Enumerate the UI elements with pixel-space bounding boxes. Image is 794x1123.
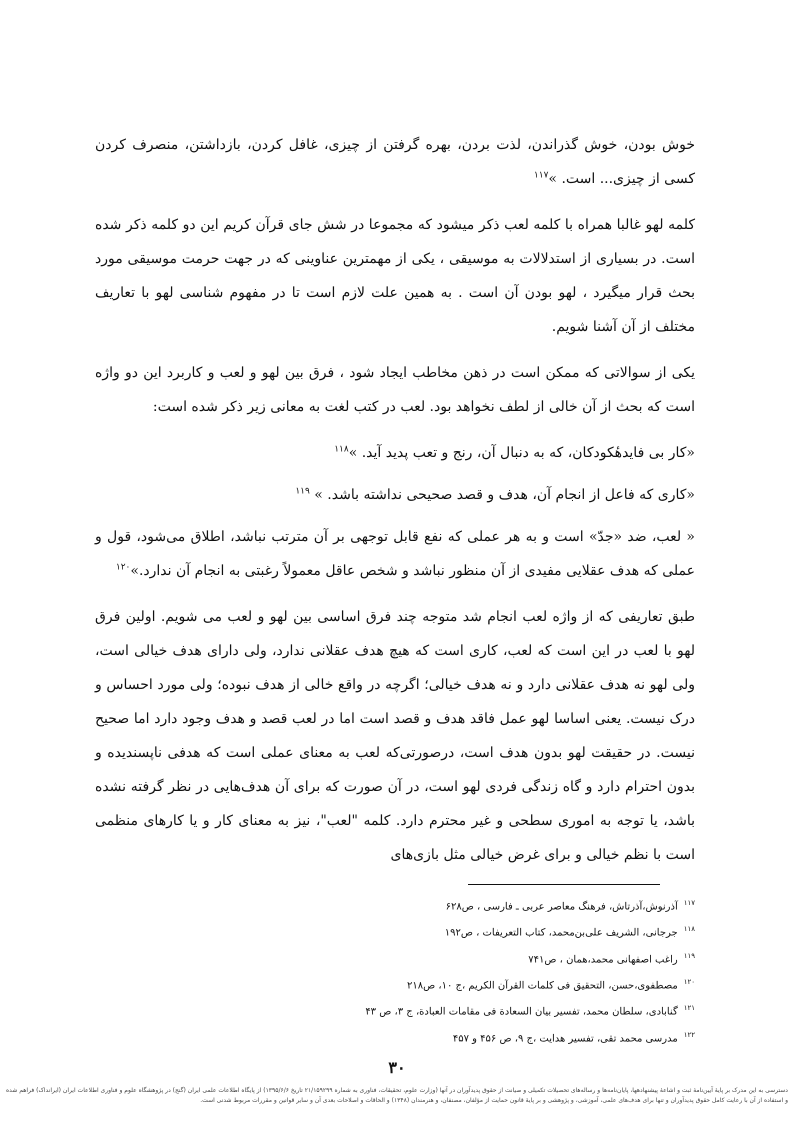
footnote: $^{۱۲۲}$مدرسی محمد تقی، تفسیر هدایت ،ج ۹، ص ۴۵۶ و ۴۵۷ [452, 1030, 695, 1044]
footnote-divider [468, 884, 660, 885]
footnote-number: ۱۱۹ [683, 951, 695, 960]
footnote-number: ۱۲۱ [683, 1004, 695, 1013]
footnote-number: ۱۲۰ [683, 977, 695, 986]
quote-paragraph: « لعب، ضد «جدّ» است و به هر عملی که نفع قابل توجهی بر آن مترتب نباشد، اطلاق می‌شود، قول و عملی که هدف عقلایی مفیدی از آن منظور نباشد و شخص عاقل معمولاً رغبتی به انجام آن ندارد.»$^{۱۲۰}$ [95, 529, 695, 579]
footnote: $^{۱۱۸}$جرجانی، الشریف علی‌بن‌محمد، کتاب التعریفات ، ص۱۹۲ [444, 925, 695, 939]
footnote: $^{۱۲۱}$گنابادی، سلطان محمد، تفسیر بیان السعادة فی مقامات العبادة، ج ۳، ص ۴۳ [365, 1004, 695, 1018]
paragraph: خوش بودن، خوش گذراندن، لذت بردن، بهره گرفتن از چیزی، غافل کردن، بازداشتن، منصرف کردن کسی از چیزی... است. »$^{۱۱۷}$ [95, 137, 695, 187]
quote-paragraph: «کار بی فایدهٔکودکان، که به دنبال آن، رنج و تعب پدید آید. »$^{۱۱۸}$ [334, 444, 695, 461]
paragraph: کلمه لهو غالبا همراه با کلمه لعب ذکر میشود که مجموعا در شش جای قرآن کریم این دو کلمه ذکر شده است. در بسیاری از استدلالات به موسیقی ، یکی از مهمترین عناوینی که در جهت حرمت موسیقی مورد بحث قرار میگیرد ، لهو بودن آن است . به همین علت لازم است تا در مفهوم شناسی لهو با تعاریف مختلف از آن آشنا شویم. [95, 217, 695, 335]
paragraph: طبق تعاریفی که از واژه لعب انجام شد متوجه چند فرق اساسی بین لهو و لعب می شویم. اولین فرق لهو با لعب در این است که لعب، کاری است که هیچ هدف عقلانی ندارد، ولی دارای هدف خیالی است، ولی لهو نه هدف عقلانی دارد و نه هدف خیالی؛ اگرچه در واقع خالی از هدف نبوده؛ ولی مورد احساس و درک نیست. یعنی اساسا لهو عمل فاقد هدف و قصد است اما در لعب قصد و هدف وجود دارد اما صحیح نیست. در حقیقت لهو بدون هدف است، درصورتی‌که لعب به معنای عملی است که هدفی ناپسندیده و بدون احترام دارد و گاه زندگی فردی لهو است، در آن صورت که برای آن هدف‌هایی در نظر گرفته نشده باشد، یا توجه به اموری سطحی و غیر محترم دارد. کلمه "لعب"، نیز به معنای کار و یا کارهای منظمی است با نظم خیالی و برای غرض خیالی مثل بازی‌های [95, 609, 695, 863]
page-number: ۳۰ [388, 1058, 406, 1077]
body-text [95, 128, 695, 884]
footnote-number: ۱۲۲ [683, 1030, 695, 1039]
footnote-ref: ۱۱۷ [533, 170, 549, 181]
footnote: $^{۱۱۷}$آذرنوش،آذرتاش، فرهنگ معاصر عربی ـ فارسی ، ص۶۲۸ [445, 899, 695, 913]
repository-disclaimer: دسترسی به این مدرک بر پایهٔ آیین‌نامهٔ ثبت و اشاعهٔ پیشنهادهها، پایان‌نامه‌ها و رساله‌های تحصیلات تکمیلی و صیانت از حقوق پدیدآوران در آنها (وزارت علوم، تحقیقات، فناوری به شماره ۲۱/۱۵۹۲۹۹ تاریخ ۱۳۹۵/۶/۶) از پایگاه اطلاعات علمی ایران (گنج) در پژوهشگاه علوم و فناوری اطلاعات ایران (ایرانداک) فراهم شده و استفاده از آن با رعایت کامل حقوق پدیدآوران و تنها برای هدف‌های علمی، آموزشی، و پژوهشی و بر پایهٔ قانون حمایت از مؤلفان، مصنفان، و هنرمندان (۱۳۴۸) و الحاقات و اصلاحات بعدی آن و سایر قوانین و مقررات مربوط شدنی است. [6, 1087, 788, 1104]
footnote-number: ۱۱۷ [683, 899, 695, 907]
footnote-ref: ۱۲۰ [115, 562, 131, 573]
footnote: $^{۱۱۹}$راغب اصفهانی محمد،همان ، ص۷۴۱ [528, 951, 695, 965]
quote-paragraph: «کاری که فاعل از انجام آن، هدف و قصد صحیحی نداشته باشد. » $^{۱۱۹}$ [295, 486, 695, 503]
footnote-number: ۱۱۸ [683, 925, 695, 934]
paragraph: یکی از سوالاتی که ممکن است در ذهن مخاطب ایجاد شود ، فرق بین لهو و لعب و کاربرد این دو واژه است که بحث از آن خالی از لطف نخواهد بود. لعب در کتب لغت به معانی زیر ذکر شده است: [95, 365, 695, 415]
footnote-ref: ۱۱۸ [334, 444, 349, 455]
footnotes-list [95, 892, 695, 1050]
footnote-ref: ۱۱۹ [295, 486, 310, 497]
footnote: $^{۱۲۰}$مصطفوی،حسن، التحقیق فی کلمات القرآن الکریم ،ج ۱۰، ص۲۱۸ [406, 977, 695, 992]
